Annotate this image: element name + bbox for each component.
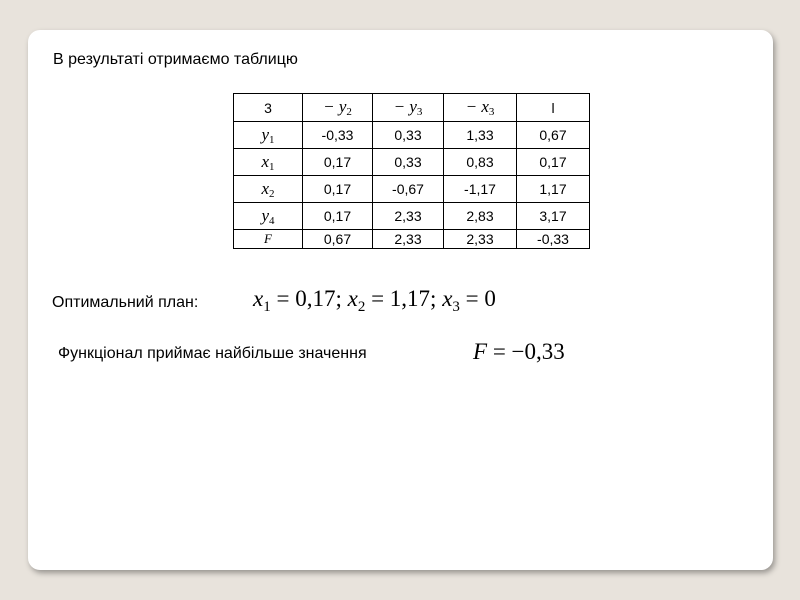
row-label-x1: $x_1$ (234, 149, 303, 176)
table-cell: 3,17 (517, 203, 590, 230)
optimal-plan-formula: $x_1 = 0,17$; $x_2 = 1,17$; $x_3 = 0$ (253, 286, 496, 315)
table-cell: 0,67 (303, 230, 373, 249)
table-row-y1 (234, 122, 590, 149)
table-row-x1 (234, 149, 590, 176)
table-cell: 0,17 (303, 176, 373, 203)
table-cell: 1,33 (444, 122, 517, 149)
row-label-y4: $y_4$ (234, 203, 303, 230)
table-cell: -0,33 (303, 122, 373, 149)
table-cell: 0,83 (444, 149, 517, 176)
table-cell: 0,67 (517, 122, 590, 149)
header-cell-minus-y2: − $y_2$ (303, 94, 373, 122)
table-cell: -1,17 (444, 176, 517, 203)
table-cell: 1,17 (517, 176, 590, 203)
header-cell-corner: 3 (234, 94, 303, 122)
table-cell: 0,17 (303, 203, 373, 230)
functional-label: Функціонал приймає найбільше значення (58, 345, 367, 362)
x1-value: 0,17 (295, 286, 336, 311)
table-cell: 0,17 (517, 149, 590, 176)
row-label-y1: $y_1$ (234, 122, 303, 149)
table-row-f (234, 230, 590, 249)
table-cell: -0,67 (373, 176, 444, 203)
functional-var: F (473, 339, 488, 364)
heading: В результаті отримаємо таблицю (53, 51, 298, 68)
x3-value: 0 (484, 286, 496, 311)
x2-value: 1,17 (389, 286, 431, 311)
table-header-row (234, 94, 590, 122)
row-label-x2: $x_2$ (234, 176, 303, 203)
header-cell-free-term: l (517, 94, 590, 122)
header-cell-minus-y3: − $y_3$ (373, 94, 444, 122)
table-row-y4 (234, 203, 590, 230)
table-cell: 2,83 (444, 203, 517, 230)
table-cell: 0,17 (303, 149, 373, 176)
optimal-plan-label: Оптимальний план: (52, 294, 199, 311)
table-cell: 0,33 (373, 122, 444, 149)
table-cell: 2,33 (373, 230, 444, 249)
functional-value: −0,33 (511, 339, 565, 364)
table-cell: -0,33 (517, 230, 590, 249)
functional-formula: F = −0,33 (473, 339, 565, 364)
table-row-x2 (234, 176, 590, 203)
table-cell: 0,33 (373, 149, 444, 176)
table-cell: 2,33 (444, 230, 517, 249)
table-cell: 2,33 (373, 203, 444, 230)
row-label-f: F (234, 230, 303, 249)
simplex-table (233, 93, 590, 249)
header-cell-minus-x3: − $x_3$ (444, 94, 517, 122)
